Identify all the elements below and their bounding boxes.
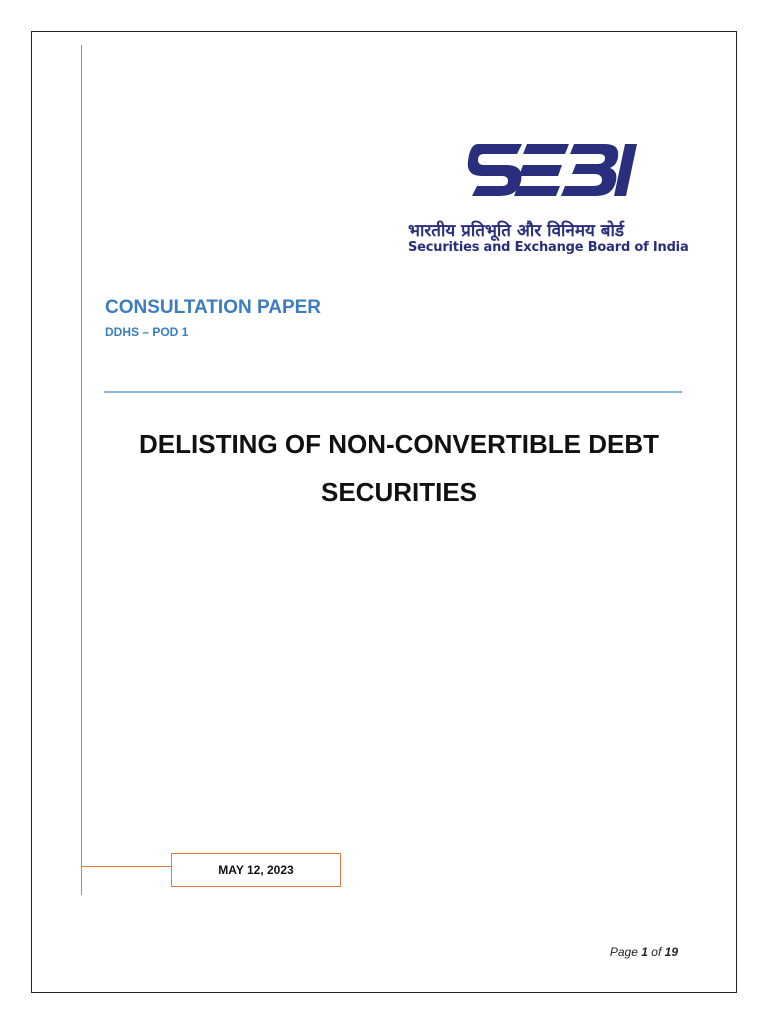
logo-english-name: Securities and Exchange Board of India [408,240,689,255]
title-divider [104,391,682,393]
consultation-paper-label: CONSULTATION PAPER [105,297,322,318]
department-label: DDHS – POD 1 [105,325,189,339]
page-total: 19 [664,945,678,959]
page-current: 1 [641,945,648,959]
document-title [104,420,694,516]
document-title-line-2: SECURITIES [320,477,478,507]
page-number [560,945,678,959]
page-separator: of [651,945,662,959]
date-box: MAY 12, 2023 [171,853,341,887]
logo-hindi-name: भारतीय प्रतिभूति और विनिमय बोर्ड [408,221,625,241]
margin-rule [81,45,82,895]
document-title-line-1: DELISTING OF NON-CONVERTIBLE DEBT [139,429,659,459]
date-connector-rule [81,866,171,867]
page-prefix: Page [609,945,638,959]
